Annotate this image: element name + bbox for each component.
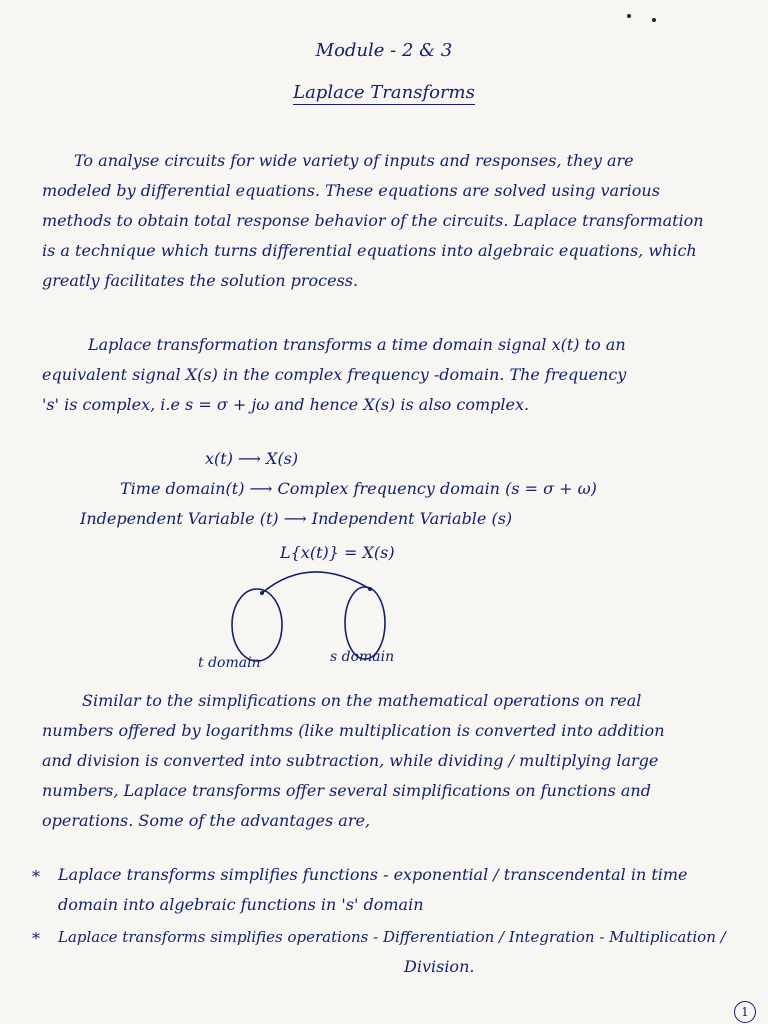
page-title-text: Laplace Transforms — [293, 82, 475, 103]
bullet-1-line-1: Laplace transforms simplifies functions - exponential / transcendental in time — [58, 865, 688, 884]
mapping-line-signal: x(t) ⟶ X(s) — [205, 449, 299, 468]
intro-line-4: is a technique which turns differential equations into algebraic equations, which — [42, 241, 697, 260]
intro-line-3: methods to obtain total response behavior of the circuits. Laplace transformation — [42, 211, 704, 230]
definition-paragraph — [42, 330, 742, 420]
bullet-marker: * — [32, 867, 40, 886]
module-heading: Module - 2 & 3 — [315, 40, 453, 61]
laplace-equation: L{x(t)} = X(s) — [280, 543, 395, 562]
bullet-2-line-2: Division. — [404, 957, 475, 976]
mapping-line-variable: Independent Variable (t) ⟶ Independent Variable (s) — [80, 509, 513, 528]
intro-line-2: modeled by differential equations. These equations are solved using various — [42, 181, 660, 200]
ink-dot — [627, 14, 631, 18]
intro-paragraph — [42, 146, 742, 296]
definition-line-1: Laplace transformation transforms a time domain signal x(t) to an — [88, 335, 626, 354]
page-title — [0, 78, 768, 108]
mapping-line-domain: Time domain(t) ⟶ Complex frequency domain (s = σ + ω) — [120, 479, 597, 498]
t-domain-label: t domain — [198, 655, 261, 671]
advantages-line-2: numbers offered by logarithms (like multiplication is converted into addition — [42, 721, 665, 740]
definition-line-2: equivalent signal X(s) in the complex frequency -domain. The frequency — [42, 365, 627, 384]
ink-dot — [652, 18, 656, 22]
intro-line-1: To analyse circuits for wide variety of inputs and responses, they are — [74, 151, 634, 170]
bullet-1-line-2: domain into algebraic functions in 's' domain — [58, 895, 424, 914]
intro-line-5: greatly facilitates the solution process. — [42, 271, 359, 290]
bullet-marker: * — [32, 929, 40, 948]
transform-arc — [262, 572, 370, 593]
definition-line-3: 's' is complex, i.e s = σ + jω and hence X(s) is also complex. — [42, 395, 530, 414]
advantages-paragraph — [42, 686, 742, 836]
bullet-2-line-1: Laplace transforms simplifies operations - Differentiation / Integration - Multiplication / — [58, 928, 726, 946]
advantages-line-3: and division is converted into subtraction, while dividing / multiplying large — [42, 751, 659, 770]
advantages-line-4: numbers, Laplace transforms offer several simplifications on functions and — [42, 781, 651, 800]
advantages-line-1: Similar to the simplifications on the mathematical operations on real — [82, 691, 642, 710]
arc-end-dot — [368, 587, 372, 591]
advantages-line-5: operations. Some of the advantages are, — [42, 811, 371, 830]
bullet-item — [58, 860, 748, 920]
s-domain-label: s domain — [330, 649, 395, 665]
bullet-item — [58, 922, 758, 982]
arc-start-dot — [260, 591, 264, 595]
page-number: 1 — [734, 1001, 756, 1023]
